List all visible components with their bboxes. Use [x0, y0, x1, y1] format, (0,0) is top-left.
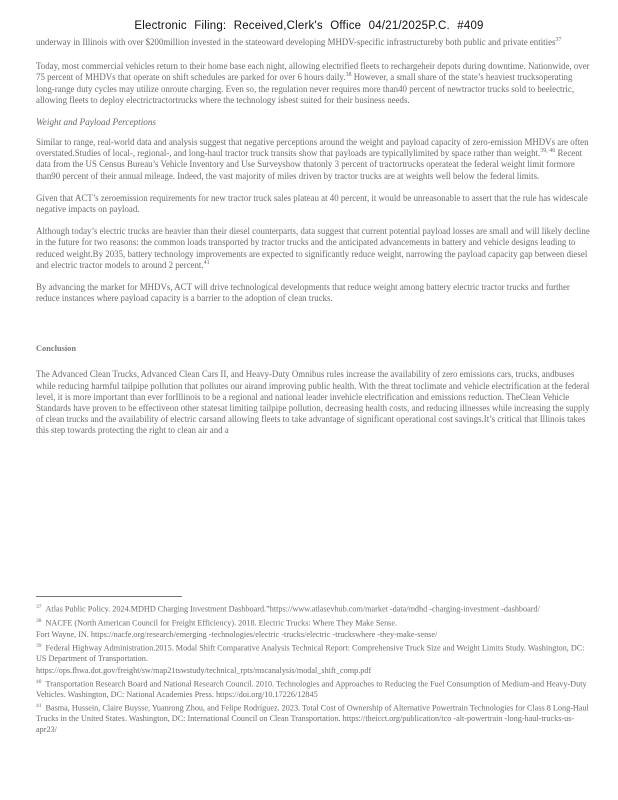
footnote-ref: 38	[345, 72, 352, 79]
filing-stamp-header: Electronic Filing: Received,Clerk's Office 04/21/2025P.C. #409	[134, 20, 484, 32]
footnotes-section	[36, 602, 592, 735]
paragraph-text: Recent data from the US Census Bureau’s Vehicle Inventory and Use Surveyshow thatonly 3 percent of tractortrucks operateat the federal weight limit formore than90 percent of their annual mileage. Indeed, the vast majority of miles driven by tractor trucks are at weights well below the federal limits.	[36, 148, 583, 181]
paragraph-infrastructure	[36, 37, 592, 48]
footnote-ref: 37	[555, 37, 562, 44]
section-heading-conclusion: Conclusion	[36, 344, 77, 354]
footnote-number: 37	[36, 604, 42, 610]
footnote-divider	[36, 596, 182, 597]
footnote-item	[36, 641, 592, 664]
document-body	[36, 37, 592, 437]
footnote-item	[36, 701, 592, 735]
footnote-item	[36, 602, 592, 615]
footnote-text: Transportation Research Board and National Research Council. 2010. Technologies and Approaches to Reducing the Fuel Consumption of Medium-and Heavy-Duty Vehicles. Washington, DC: National Academies Press. https://doi.org/10.17226/12845	[36, 679, 587, 700]
footnote-number: 39	[36, 643, 42, 650]
section-heading-weight-payload: Weight and Payload Perceptions	[36, 117, 157, 128]
footnote-text: https://ops.fhwa.dot.gov/freight/sw/map21tswstudy/technical_rpts/mscanalysis/modal_shift_comp.pdf	[36, 665, 372, 675]
footnote-number: 38	[36, 618, 42, 625]
paragraph-text: However, a small share of the state’s heaviest trucksoperating long-range duty cycles may utilize onroute charging. Even so, the regulation never requires more than40 percent of newtractor trucks sold to beelectric, allowing fleets to deploy electrictractortrucks where the technology isbest suited for their business needs.	[36, 72, 575, 105]
footnote-item	[36, 677, 592, 700]
paragraph-market-advancing: By advancing the market for MHDVs, ACT will drive technological developments that reduce weight among battery electric tractor trucks and further reduce instances where payload capacity is a barrier to the adoption of clean trucks.	[36, 282, 570, 304]
footnote-text: NACFE (North American Council for Freight Efficiency). 2018. Electric Trucks: Where They Make Sense.	[45, 618, 398, 628]
paragraph-conclusion: The Advanced Clean Trucks, Advanced Clean Cars II, and Heavy-Duty Omnibus rules increase the availability of zero emissions cars, trucks, andbuses while reducing harmful tailpipe pollution that pollutes our airand improving public health. With the threat toclimate and vehicle electrification at the federal level, it is more important than ever forIllinois to be a regional and national leader invehicle electrification and emissions reduction. TheClean Vehicle Standards have proven to be effectiveon other statesat limiting tailpipe pollution, decreasing health costs, and reducing illnesses while increasing the supply of clean trucks and the availability of electric carsand allowing fleets to take advantage of significant operational cost savings.It’s critical that Illinois takes this step towards protecting the right to clean air and a	[36, 369, 590, 436]
footnote-item	[36, 616, 592, 629]
paragraph-text: Similar to range, real-world data and analysis suggest that negative perceptions around the weight and payload capacity of zero-emission MHDVs are often overstated.Studies of local-, regional-, and long-haul tractor truck transits show that payloads are typicallylimited by space rather than weight.	[36, 137, 589, 159]
paragraph-weight-perceptions	[36, 137, 592, 182]
footnote-text: Federal Highway Administration.2015. Modal Shift Comparative Analysis Technical Report: Comprehensive Truck Size and Weight Limits Study. Washington, DC: US Department of Transportation.	[36, 644, 585, 664]
footnote-text: Basma, Hussein, Claire Buysse, Yuanrong Zhou, and Felipe Rodríguez. 2023. Total Cost of Ownership of Alternative Powertrain Technologies for Class 8 Long-Haul Trucks in the United States. Washington, DC: International Council on Clean Transportation. https://theicct.org/publication/tco -alt-powertrain -long-haul-trucks-us-apr23/	[36, 704, 589, 734]
paragraph-text: underway in Illinois with over $200million invested in the stateoward developing MHDV-specific infrastructureby both public and private entities	[36, 37, 556, 47]
footnote-text: Atlas Public Policy. 2024.MDHD Charging Investment Dashboard.”https://www.atlasevhub.com/market -data/mdhd -charging-investment -dashboard/	[45, 604, 540, 614]
footnote-ref: 41	[203, 259, 210, 266]
paragraph-payload-impact: Given that ACT’s zeroemission requirements for new tractor truck sales plateau at 40 percent, it would be unreasonable to assert that the rule has widescale negative impacts on payload.	[36, 192, 588, 215]
footnote-text: Fort Wayne, IN. https://nacfe.org/research/emerging -technologies/electric -trucks/electric -truckswhere -they-make-sense/	[36, 630, 438, 640]
footnote-number: 40	[36, 678, 42, 685]
paragraph-text: Today, most commercial vehicles return to their home base each night, allowing electrified fleets to rechargeheir depots during downtime. Nationwide, over 75 percent of MHDVs that operate on shift schedules are parked for over 6 hours daily.	[36, 61, 590, 83]
paragraph-charging	[36, 61, 592, 106]
footnote-ref: 39, 40	[540, 148, 556, 155]
paragraph-electric-weight	[36, 226, 592, 271]
footnote-item-continued	[36, 666, 592, 676]
footnote-number: 41	[36, 703, 42, 710]
paragraph-text: Although today’s electric trucks are heavier than their diesel counterparts, data suggest that current potential payload losses are small and will likely decline in the future for two reasons: the common loads transported by tractor trucks and the anticipated advancements in battery and vehicle designs leading to reduced weight.By 2035, battery technology improvements are expected to significantly reduce weight, narrowing the payload capacity gap between diesel and electric tractor models to around 2 percent.	[36, 226, 590, 270]
footnote-item-continued	[36, 630, 592, 640]
